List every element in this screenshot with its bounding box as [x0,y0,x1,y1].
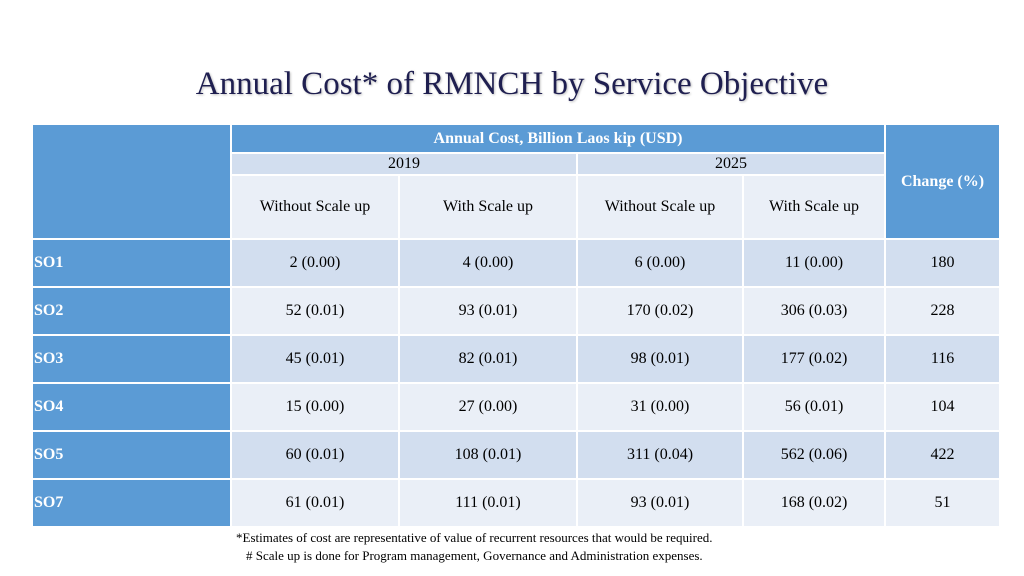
footnote-scale-up: # Scale up is done for Program management, Governance and Administration expenses. [246,548,703,563]
row-label: SO4 [32,383,231,431]
table-cell: 562 (0.06) [743,431,885,479]
table-cell: 93 (0.01) [577,479,743,527]
row-label: SO3 [32,335,231,383]
table-cell: 56 (0.01) [743,383,885,431]
subheader-2025-with: With Scale up [743,175,885,239]
table-row [32,335,1000,383]
header-change: Change (%) [885,124,1000,239]
table-cell: 27 (0.00) [399,383,577,431]
header-annual-cost: Annual Cost, Billion Laos kip (USD) [231,124,885,153]
table-cell: 60 (0.01) [231,431,399,479]
table-row [32,431,1000,479]
table-cell: 170 (0.02) [577,287,743,335]
cost-table [31,123,1001,528]
table-cell: 11 (0.00) [743,239,885,287]
page-title: Annual Cost* of RMNCH by Service Objective [195,66,829,102]
table-cell: 61 (0.01) [231,479,399,527]
subheader-2025-without: Without Scale up [577,175,743,239]
table-cell: 104 [885,383,1000,431]
table-row [32,239,1000,287]
footnotes [236,529,712,565]
table-cell: 108 (0.01) [399,431,577,479]
table-cell: 82 (0.01) [399,335,577,383]
table-cell: 93 (0.01) [399,287,577,335]
table-row [32,383,1000,431]
footnote-estimates: *Estimates of cost are representative of value of recurrent resources that would be required. [236,530,713,545]
table-cell: 4 (0.00) [399,239,577,287]
table-cell: 168 (0.02) [743,479,885,527]
table-cell: 111 (0.01) [399,479,577,527]
table-cell: 180 [885,239,1000,287]
table-cell: 228 [885,287,1000,335]
header-empty-cell [32,124,231,239]
table-cell: 177 (0.02) [743,335,885,383]
table-cell: 2 (0.00) [231,239,399,287]
table-cell: 116 [885,335,1000,383]
row-label: SO7 [32,479,231,527]
table-cell: 45 (0.01) [231,335,399,383]
header-year-2019: 2019 [231,153,577,175]
table-cell: 52 (0.01) [231,287,399,335]
table-row [32,479,1000,527]
row-label: SO1 [32,239,231,287]
table-cell: 422 [885,431,1000,479]
table-cell: 306 (0.03) [743,287,885,335]
table-cell: 311 (0.04) [577,431,743,479]
row-label: SO5 [32,431,231,479]
subheader-2019-with: With Scale up [399,175,577,239]
row-label: SO2 [32,287,231,335]
table-cell: 98 (0.01) [577,335,743,383]
subheader-2019-without: Without Scale up [231,175,399,239]
table-cell: 51 [885,479,1000,527]
table-cell: 31 (0.00) [577,383,743,431]
header-year-2025: 2025 [577,153,885,175]
table-cell: 15 (0.00) [231,383,399,431]
table-cell: 6 (0.00) [577,239,743,287]
table-row [32,287,1000,335]
